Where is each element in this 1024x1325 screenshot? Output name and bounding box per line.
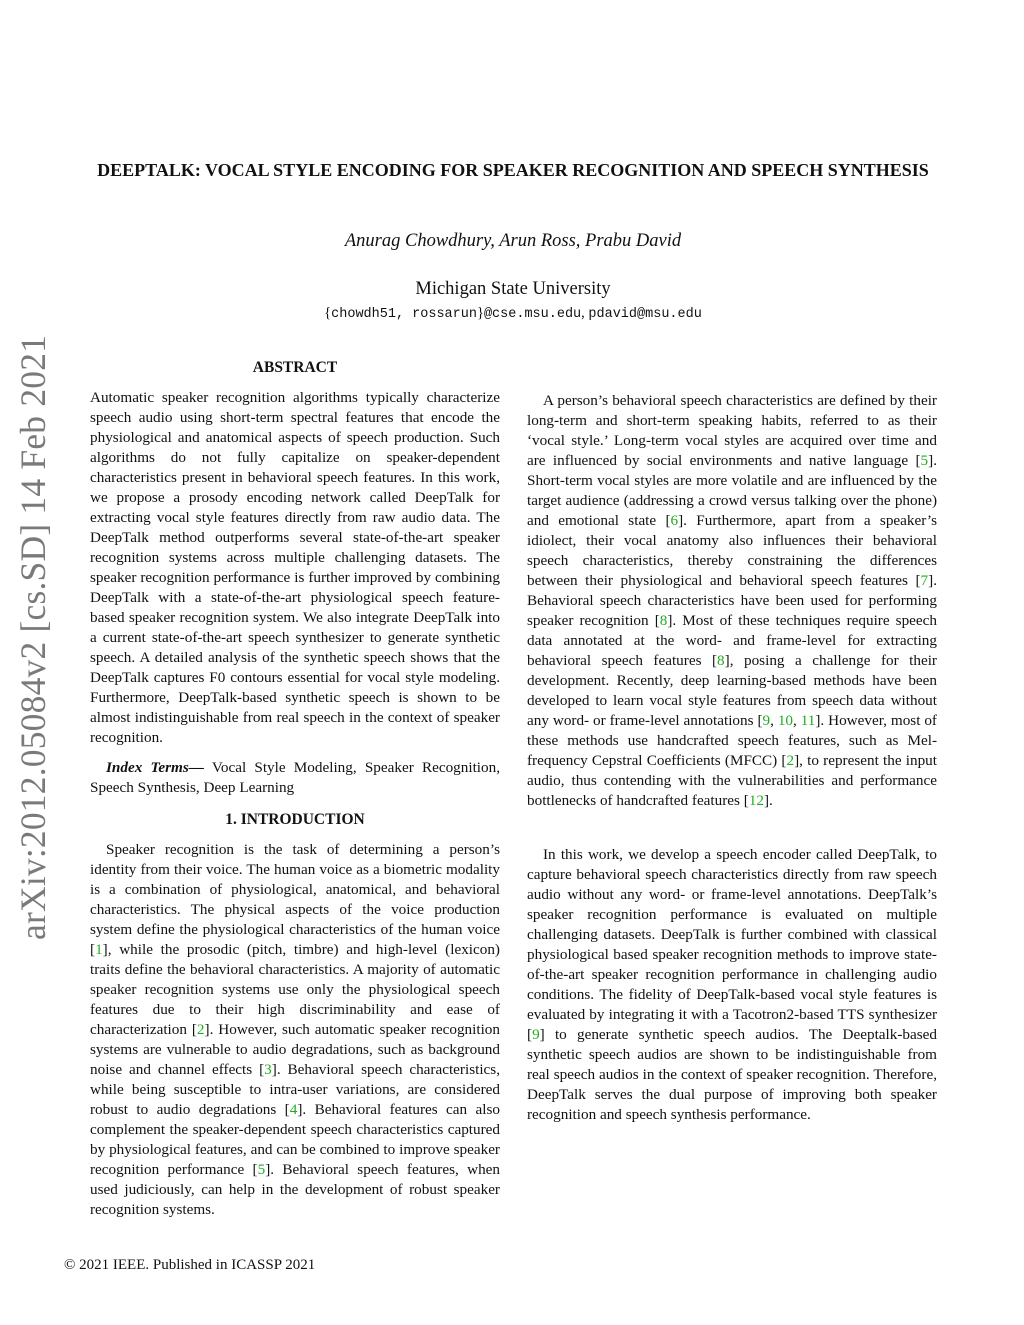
citation-link[interactable]: 5 — [920, 452, 929, 469]
citation-link[interactable]: 12 — [748, 792, 764, 809]
citation-link[interactable]: 1 — [95, 941, 103, 958]
citation-link[interactable]: 3 — [264, 1061, 272, 1078]
citation-link[interactable]: 11 — [800, 712, 816, 729]
citation-link[interactable]: 2 — [196, 1021, 205, 1038]
citation-link[interactable]: 2 — [786, 752, 795, 769]
citation-link[interactable]: 9 — [762, 712, 771, 729]
index-terms — [90, 758, 500, 798]
citation-link[interactable]: 8 — [659, 612, 668, 629]
citation-link[interactable]: 9 — [532, 1026, 540, 1043]
email-users: chowdh51, rossarun — [331, 307, 477, 322]
arxiv-side-stamp: arXiv:2012.05084v2 [cs.SD] 14 Feb 2021 — [13, 334, 53, 940]
left-column — [90, 358, 500, 1220]
citation-link[interactable]: 4 — [289, 1101, 298, 1118]
citation-link[interactable]: 5 — [257, 1161, 266, 1178]
copyright-footer: © 2021 IEEE. Published in ICASSP 2021 — [64, 1257, 316, 1273]
abstract-heading: ABSTRACT — [252, 359, 338, 376]
brace-open: { — [324, 305, 332, 321]
right-column — [527, 361, 937, 1125]
affiliation: Michigan State University — [415, 279, 611, 299]
index-terms-label: Index Terms— — [106, 759, 204, 776]
email-second: pdavid@msu.edu — [588, 307, 702, 322]
citation-link[interactable]: 7 — [920, 572, 929, 589]
author-list: Anurag Chowdhury, Arun Ross, Prabu David — [344, 231, 682, 251]
intro-paragraph-2: A person’s behavioral speech characteristics are defined by their long-term and short-term speaking habits, referred to as their ‘vocal style.’ Long-term vocal styles are acquired over time and are influenced by social environments and native language [5]. Short-term vocal styles are more volatile and are influenced by the target audience (addressing a crowd versus talking over the phone) and emotional state [6]. Furthermore, apart from a speaker’s idiolect, their vocal anatomy also influences their behavioral speech characteristics, thereby constraining the differences between their physiological and behavioral speech features [7]. Behavioral speech characteristics have been used for performing speaker recognition [8]. Most of these techniques require speech data annotated at the word- and frame-level for extracting behavioral speech features [8], posing a challenge for their development. Recently, deep learning-based methods have been developed to learn vocal style features from speech data without any word- or frame-level annotations [9, 10, 11]. However, most of these methods use handcrafted speech features, such as Mel-frequency Cepstral Coefficients (MFCC) [2], to represent the input audio, thus contending with the vulnerabilities and performance bottlenecks of handcrafted features [12]. — [527, 392, 937, 809]
email-domain: @cse.msu.edu — [483, 307, 582, 322]
brace-close: } — [476, 305, 484, 321]
intro-paragraph-1: Speaker recognition is the task of determining a person’s identity from their voice. The human voice as a biometric modality is a combination of physiological, anatomical, and behavioral characteristics. The physical aspects of the voice production system define the physiological characteristics of the human voice [1], while the prosodic (pitch, timbre) and high-level (lexicon) traits define the behavioral characteristics. A majority of automatic speaker recognition systems use only the physiological speech features due to their high discriminability and ease of characterization [2]. However, such automatic speaker recognition systems are vulnerable to audio degradations, such as background noise and channel effects [3]. Behavioral speech characteristics, while being susceptible to intra-user variations, are considered robust to audio degradations [4]. Behavioral features can also complement the speaker-dependent speech characteristics captured by physiological features, and can be combined to improve speaker recognition performance [5]. Behavioral speech features, when used judiciously, can help in the development of robust speaker recognition systems. — [90, 841, 500, 1218]
intro-heading: 1. INTRODUCTION — [225, 811, 365, 828]
citation-link[interactable]: 10 — [777, 712, 793, 729]
citation-link[interactable]: 8 — [717, 652, 725, 669]
abstract-text: Automatic speaker recognition algorithms typically characterize speech audio using short-term spectral features that encode the physiological and anatomical aspects of speech production. Such algorithms do not fully capitalize on speaker-dependent characteristics present in behavioral speech features. In this work, we propose a prosody encoding network called DeepTalk for extracting vocal style features directly from raw audio data. The DeepTalk method outperforms several state-of-the-art speaker recognition systems across multiple challenging datasets. The speaker recognition performance is further improved by combining DeepTalk with a state-of-the-art physiological speech feature-based speaker recognition system. We also integrate DeepTalk into a current state-of-the-art speech synthesizer to generate synthetic speech. A detailed analysis of the synthetic speech shows that the DeepTalk captures F0 contours essential for vocal style modeling. Furthermore, DeepTalk-based synthetic speech is shown to be almost indistinguishable from real speech in the context of speaker recognition. — [90, 389, 500, 746]
email-separator: , — [581, 305, 589, 321]
citation-link[interactable]: 6 — [670, 512, 679, 529]
intro-paragraph-3: In this work, we develop a speech encoder called DeepTalk, to capture behavioral speech characteristics directly from raw speech audio without any word- or frame-level annotations. DeepTalk’s speaker recognition performance is evaluated on multiple challenging datasets. DeepTalk is further combined with classical physiological based speaker recognition methods to improve state-of-the-art speaker recognition performance in challenging audio conditions. The fidelity of DeepTalk-based vocal style features is evaluated by integrating it with a Tacotron2-based TTS synthesizer [9] to generate synthetic speech audios. The Deeptalk-based synthetic speech audios are shown to be indistinguishable from real speech audios in the context of speaker recognition. Therefore, DeepTalk serves the dual purpose of improving both speaker recognition and speech synthesis performance. — [527, 846, 937, 1123]
paper-title: DEEPTALK: VOCAL STYLE ENCODING FOR SPEAKER RECOGNITION AND SPEECH SYNTHESIS — [97, 160, 929, 180]
index-terms-text: Vocal Style Modeling, Speaker Recognition, Speech Synthesis, Deep Learning — [90, 759, 500, 796]
author-emails — [95, 305, 931, 322]
